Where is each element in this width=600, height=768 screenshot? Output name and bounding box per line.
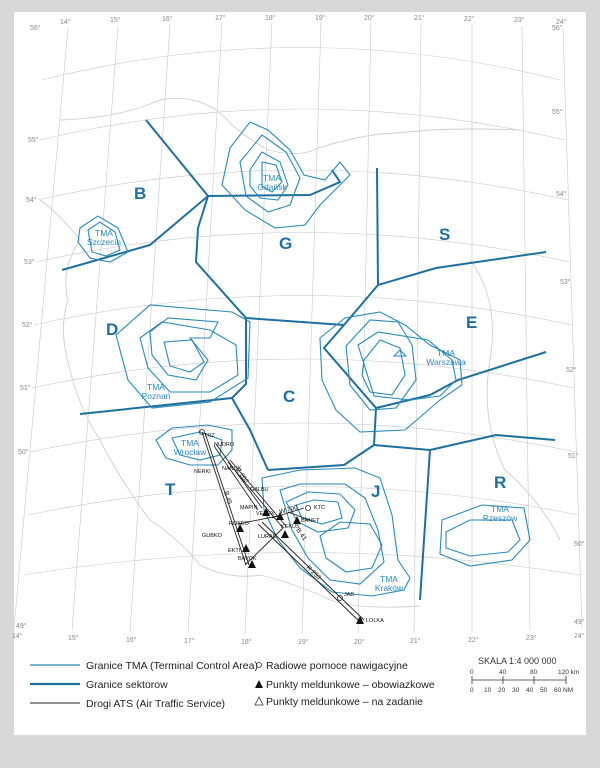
reporting-points: [236, 508, 364, 624]
sector-j-label: J: [371, 482, 381, 501]
lon-top-17: 17°: [215, 15, 226, 22]
point-banet-marker: [293, 516, 301, 524]
scale-nm-0: 0: [470, 687, 474, 694]
sector-r-label: R: [494, 473, 507, 492]
legend-on-request-text: Punkty meldunkowe – na zadanie: [266, 696, 424, 708]
point-ktc-label: KTC: [314, 505, 325, 511]
navaid-ktc-icon: [306, 506, 311, 511]
sector-t-label: T: [165, 480, 176, 499]
route-w700-label: W 700: [278, 504, 299, 516]
point-nerki-label: NERKI: [194, 469, 211, 475]
lon-top-23: 23°: [514, 17, 525, 24]
lat-right-49: 49°: [574, 619, 585, 626]
point-bavok-label: BAVOK: [238, 556, 257, 562]
sector-s-label: S: [439, 225, 451, 244]
legend-navaid-text: Radiowe pomoce nawigacyjne: [266, 660, 408, 672]
lat-left-49: 49°: [16, 623, 27, 630]
lat-right-52: 52°: [566, 367, 577, 374]
scale-nm-10: 10: [484, 687, 492, 694]
point-ekti-label: EKTI: [228, 548, 241, 554]
lat-left-53: 53°: [24, 259, 35, 266]
lon-top-14: 14°: [60, 19, 71, 26]
scale-bar: [470, 656, 579, 694]
lon-bottom-24: 24°: [574, 633, 585, 640]
scale-nm-40: 40: [526, 687, 534, 694]
lon-top-22: 22°: [464, 16, 475, 23]
tma-rzeszow-label: TMA Rzeszów: [482, 504, 518, 523]
lat-right-53: 53°: [560, 279, 571, 286]
lat-right-51: 51°: [568, 453, 579, 460]
lon-top-19: 19°: [315, 15, 326, 22]
lat-left-55: 55°: [28, 137, 39, 144]
legend-mandatory-text: Punkty meldunkowe – obowiazkowe: [266, 679, 435, 691]
lat-left-51: 51°: [20, 385, 31, 392]
lon-top-16: 16°: [162, 16, 173, 23]
lat-right-54: 54°: [556, 191, 567, 198]
scale-nm-50: 50: [540, 687, 548, 694]
legend-tma-text: Granice TMA (Terminal Control Area): [86, 660, 258, 672]
legend-sector-text: Granice sektorow: [86, 679, 168, 691]
point-lolka-label: LOLKA: [366, 618, 384, 624]
lon-top-24: 24°: [556, 19, 567, 26]
point-lurad-marker: [281, 530, 289, 538]
tma-gdansk-label: TMA Gdańsk: [257, 173, 287, 192]
tma-wroclaw-label: TMA Wrocław: [173, 438, 207, 457]
point-nanuk-label: NANUK: [222, 466, 242, 472]
scale-nm-20: 20: [498, 687, 506, 694]
tma-poznan-label: TMA Poznań: [141, 382, 171, 401]
point-nudro-label: NUDRO: [214, 442, 235, 448]
point-trz-label: TRZ: [204, 433, 215, 439]
point-banet-label: BANET: [301, 518, 320, 524]
lon-bottom-20: 20°: [354, 639, 365, 646]
route-r253-label: R 253: [304, 564, 322, 582]
lon-bottom-23: 23°: [526, 635, 537, 642]
legend-route-text: Drogi ATS (Air Traffic Service): [86, 698, 226, 710]
graticule: [14, 22, 582, 634]
tma-szczecin-label: TMA Szczecin: [86, 228, 122, 247]
scale-km-80: 80: [530, 669, 538, 676]
lon-top-20: 20°: [364, 15, 375, 22]
sector-g-label: G: [279, 234, 293, 253]
scale-nm-30: 30: [512, 687, 520, 694]
lon-bottom-14: 14°: [12, 633, 23, 640]
scale-km-120: 120 km: [558, 669, 580, 676]
lat-right-56: 56°: [552, 25, 563, 32]
route-b41-label: B 41: [294, 527, 308, 543]
point-jab-label: JAB: [344, 592, 355, 598]
sector-c-label: C: [283, 387, 296, 406]
point-kekus-label: KEKUS: [281, 524, 300, 530]
scale-km-0: 0: [470, 669, 474, 676]
lon-bottom-15: 15°: [68, 635, 79, 642]
scale-title: SKALA 1:4 000 000: [478, 656, 557, 666]
lat-right-50: 50°: [574, 541, 585, 548]
sector-b-label: B: [134, 184, 147, 203]
sector-e-label: E: [466, 313, 478, 332]
point-labels: [194, 433, 384, 624]
lon-bottom-18: 18°: [241, 639, 252, 646]
lon-bottom-21: 21°: [410, 638, 421, 645]
legend-on-request-icon: [255, 697, 263, 705]
lon-bottom-22: 22°: [468, 637, 479, 644]
lat-right-55: 55°: [552, 109, 563, 116]
point-vebex-label: VEBEX: [256, 511, 275, 517]
lat-left-56: 56°: [30, 25, 41, 32]
tma-warszawa-label: TMA Warszawa: [426, 348, 466, 367]
lon-top-18: 18°: [265, 15, 276, 22]
point-lolka-marker: [356, 616, 364, 624]
point-gubko-label: GUBKO: [202, 533, 222, 539]
lon-top-21: 21°: [414, 15, 425, 22]
lon-bottom-16: 16°: [126, 637, 137, 644]
point-galbu-label: GALBU: [250, 487, 269, 493]
lon-bottom-19: 19°: [298, 639, 309, 646]
scale-nm-60: 60 NM: [554, 687, 574, 694]
lat-left-52: 52°: [22, 322, 33, 329]
legend-mandatory-icon: [255, 680, 263, 688]
point-mapin-label: MAPIN: [240, 505, 258, 511]
route-b45-label: B 45: [222, 490, 233, 506]
tma-krakow-label: TMA Kraków: [374, 574, 404, 593]
scale-km-40: 40: [499, 669, 507, 676]
lon-bottom-17: 17°: [184, 638, 195, 645]
lon-top-15: 15°: [110, 17, 121, 24]
point-rokeo-label: ROKEO: [229, 521, 249, 527]
point-lurad-label: LURAD: [258, 534, 277, 540]
lat-left-54: 54°: [26, 197, 37, 204]
lat-left-50: 50°: [18, 449, 29, 456]
route-z202-label: Z 202: [234, 467, 250, 485]
sector-d-label: D: [106, 320, 119, 339]
